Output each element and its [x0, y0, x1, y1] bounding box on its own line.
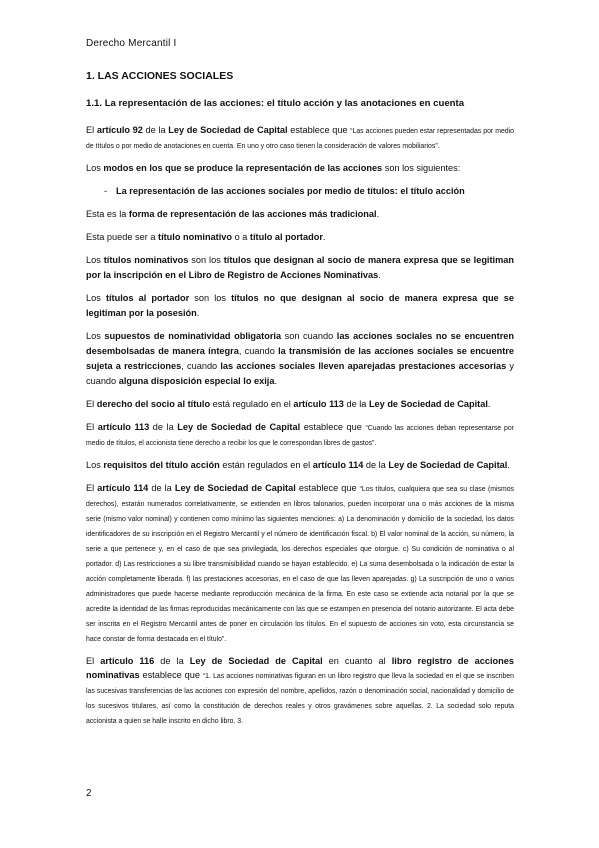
paragraph-tipos — [86, 230, 514, 245]
text: son los — [189, 293, 232, 303]
bold-text: artículo 113 — [293, 399, 344, 409]
page-number: 2 — [86, 788, 92, 799]
paragraph-art92 — [86, 123, 514, 153]
bold-text: artículo 114 — [312, 460, 364, 470]
text: Los — [86, 293, 106, 303]
paragraph-nominativos — [86, 253, 514, 283]
text: , cuando — [238, 346, 279, 356]
bold-text: las acciones sociales lleven aparejadas prestaciones accesorias — [220, 361, 507, 371]
bold-text: Ley de Sociedad de Capital — [177, 422, 301, 432]
text: . — [507, 460, 510, 470]
bold-text: alguna disposición especial lo exija — [118, 376, 275, 386]
text: Esta es la — [86, 209, 129, 219]
text: en cuanto al — [322, 656, 392, 666]
text: El — [86, 399, 97, 409]
bold-text: supuestos de nominatividad obligatoria — [104, 331, 282, 341]
text: Los — [86, 331, 105, 341]
bold-text: la transmisión de las acciones sociales se encuentre sujeta a restricciones — [86, 346, 514, 371]
text: El — [86, 125, 97, 135]
bold-text: título al portador — [249, 232, 323, 242]
page-content — [86, 70, 514, 736]
paragraph-art113 — [86, 420, 514, 450]
text: Esta puede ser a — [86, 232, 159, 242]
bold-text: Ley de Sociedad de Capital — [174, 483, 296, 493]
bullet-dash: - — [104, 186, 108, 196]
bold-text: títulos que designan al socio de manera expresa que se legitiman por la inscripción en el Libro de Registro de Acciones Nominativas — [86, 255, 514, 280]
bold-text: Ley de Sociedad de Capital — [368, 399, 488, 409]
bold-text: Ley de Sociedad de Capital — [388, 460, 508, 470]
text: de la — [363, 460, 389, 470]
paragraph-art116 — [86, 654, 514, 728]
bold-text: artículo 116 — [100, 656, 155, 666]
text: . — [274, 376, 277, 386]
bold-text: las acciones sociales no se encuentren desembolsadas de manera íntegra — [86, 331, 514, 356]
text: de la — [142, 125, 169, 135]
bold-text: forma de representación de las acciones más tradicional — [128, 209, 377, 219]
bold-text: requisitos del título acción — [103, 460, 220, 470]
bold-text: título nominativo — [158, 232, 233, 242]
bold-text: modos en los que se produce la representación de las acciones — [103, 163, 383, 173]
paragraph-requisitos — [86, 458, 514, 473]
text: de la — [149, 422, 178, 432]
text: son los siguientes: — [382, 163, 461, 173]
paragraph-nominatividad — [86, 329, 514, 389]
bold-text: artículo 113 — [97, 422, 150, 432]
text: de la — [154, 656, 190, 666]
bullet-item — [86, 184, 514, 199]
text: Los — [86, 460, 104, 470]
text: son los — [188, 255, 224, 265]
text: . — [378, 270, 381, 280]
text: Los — [86, 255, 104, 265]
legal-quote: “Las acciones pueden estar representadas por medio de títulos o por medio de anotaciones en cuenta. En uno y otro caso tienen la consideración de valores mobiliarios”. — [86, 128, 514, 150]
text: . — [322, 232, 326, 242]
paragraph-modos — [86, 161, 514, 176]
text: . — [196, 308, 200, 318]
text: establece que — [300, 422, 366, 432]
text: son cuando — [281, 331, 337, 341]
text: . — [487, 399, 491, 409]
text: o a — [232, 232, 250, 242]
bold-text: Ley de Sociedad de Capital — [168, 125, 288, 135]
section-title: 1. LAS ACCIONES SOCIALES — [86, 70, 234, 82]
text: Los — [86, 163, 104, 173]
bold-text: derecho del socio al título — [96, 399, 211, 409]
bold-text: artículo 114 — [97, 483, 149, 493]
text: . — [376, 209, 380, 219]
paragraph-portador — [86, 291, 514, 321]
paragraph-derecho-titulo — [86, 397, 514, 412]
text: El — [86, 656, 101, 666]
bold-text: libro registro de acciones nominativas — [86, 656, 514, 680]
text: establece que — [139, 670, 203, 680]
bold-text: títulos no que designan al socio de manera expresa que se legitiman por la posesión — [86, 293, 515, 318]
text: , cuando — [181, 361, 221, 371]
text: establece que — [295, 483, 360, 493]
legal-quote: “1. Las acciones nominativas figuran en un libro registro que lleva la sociedad en el que se inscriben las sucesivas transferencias de las acciones con expresión del nombre, apellidos, razón o denominación social, nacionalidad y domicilio de los sucesivos titulares, así como la constitución de derechos reales y otros gravámenes sobre aquellas. 2. La sociedad solo reputa accionista a quien se halle inscrito en dicho libro. 3. — [86, 673, 514, 725]
subsection-text: La representación de las acciones: el título acción y las anotaciones en cuenta — [104, 98, 465, 109]
paragraph-art114 — [86, 481, 514, 646]
subsection-title — [86, 98, 514, 109]
legal-quote: “Los títulos, cualquiera que sea su clase (mismos derechos), estarán numerados correlativamente, se extienden en libros talonarios, pueden incorporar una o más acciones de la misma serie (mismo valor nominal) y contienen como mínimo las siguientes menciones: a) La denominación y domicilio de la sociedad, los datos identificadores de su inscripción en el Registro Mercantil y el número de identificación fiscal. b) El valor nominal de la acción, su número, la serie a que pertenece y, en el caso de que sea privilegiada, los derechos especiales que otorgue. c) Su condición de nominativa o al portador. d) Las restricciones a su libre transmisibilidad cuando se hayan establecido. e) La suma desembolsada o la indicación de estar la acción completamente liberada. f) las prestaciones accesorias, en el caso de que las lleven aparejadas. g) La suscripción de uno o varios administradores que puede hacerse mediante reproducción mecánica de la firma. En este caso se extiende acta notarial por la que se acredite la identidad de las firmas reproducidas mecánicamente con las que se estampen en presencia del notario autorizante. El acta debe ser inscrita en el Registro Mercantil antes de poner en circulación los títulos. En el supuesto de acciones sin voto, esta circunstancia se hace constar de forma destacada en el título”. — [86, 486, 514, 643]
bold-text: títulos nominativos — [103, 255, 189, 265]
text: están regulados en el — [219, 460, 313, 470]
running-header: Derecho Mercantil I — [86, 38, 177, 49]
bullet-text: La representación de las acciones sociales por medio de títulos: el título acción — [116, 186, 465, 196]
bold-text: artículo 92 — [96, 125, 143, 135]
text: El — [86, 422, 98, 432]
text: El — [86, 483, 98, 493]
text: y cuando — [86, 361, 514, 386]
legal-quote: “Cuando las acciones deban representarse por medio de títulos, el accionista tiene derecho a recibir los que le correspondan libres de gastos”. — [86, 425, 514, 447]
bold-text: Ley de Sociedad de Capital — [189, 656, 323, 666]
paragraph-forma — [86, 207, 514, 222]
text: establece que — [287, 125, 351, 135]
text: de la — [343, 399, 369, 409]
bold-text: títulos al portador — [105, 293, 190, 303]
text: está regulado en el — [210, 399, 294, 409]
subsection-number: 1.1. — [86, 98, 103, 109]
text: de la — [148, 483, 175, 493]
